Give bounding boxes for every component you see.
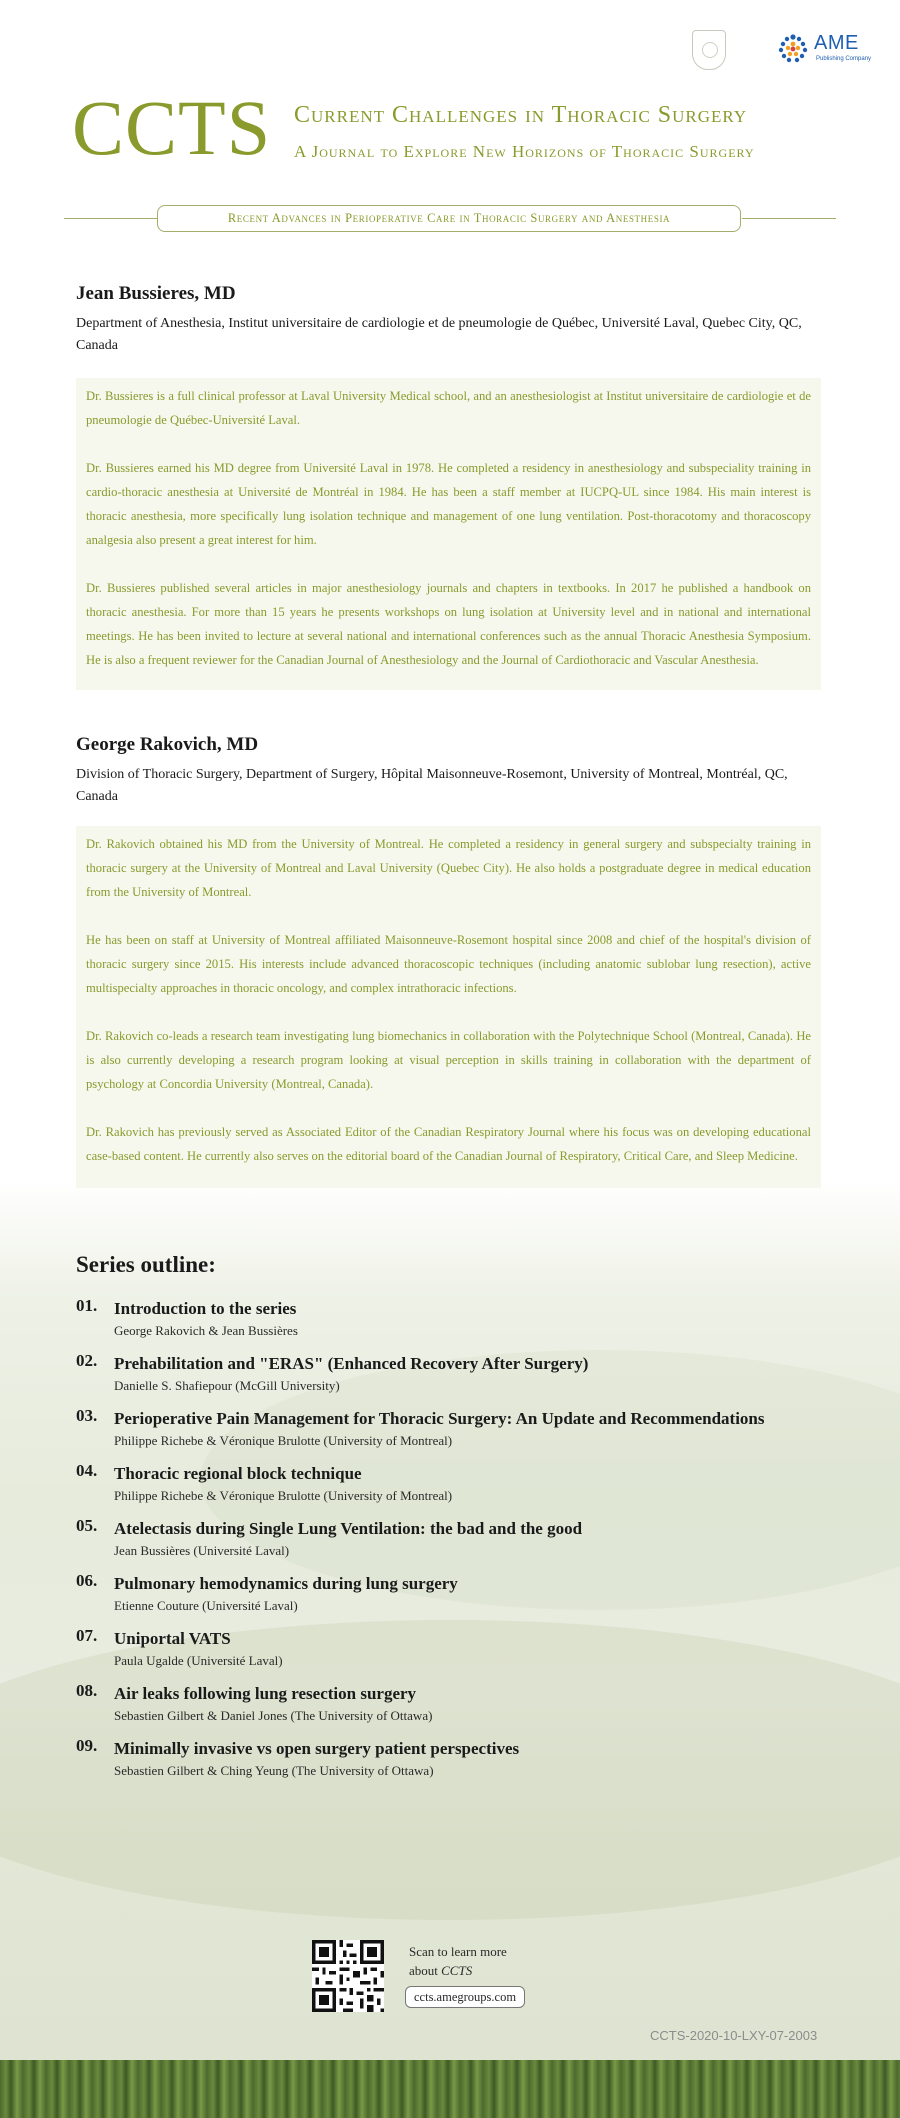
outline-title: Prehabilitation and "ERAS" (Enhanced Recovery After Surgery): [114, 1354, 589, 1373]
outline-number: 04.: [76, 1461, 98, 1480]
outline-item: [76, 1571, 776, 1616]
outline-title: Introduction to the series: [114, 1299, 297, 1318]
editor-affiliation: Division of Thoracic Surgery, Department of Surgery, Hôpital Maisonneuve-Rosemont, University of Montreal, Montréal, QC, Canada: [76, 767, 788, 804]
outline-title: Thoracic regional block technique: [114, 1464, 362, 1483]
poster-code: CCTS-2020-10-LXY-07-2003: [650, 2028, 818, 2043]
bio-paragraph: Dr. Bussieres published several articles in major anesthesiology journals and chapters in textbooks. In 2017 he published a handbook on thoracic anesthesia. For more than 15 years he presents workshops on lung isolation at University level and in national and international meetings. He has been invited to lecture at several national and international conferences such as the annual Thoracic Anesthesia Symposium. He is also a frequent reviewer for the Canadian Journal of Anesthesiology and the Journal of Cardiothoracic and Vascular Anesthesia.: [86, 581, 811, 667]
banner-rule-right: [742, 218, 836, 219]
editor-bio-rakovich: [76, 734, 821, 808]
outline-item: [76, 1626, 776, 1671]
ame-logo-subtext: Publishing Company: [816, 56, 872, 62]
scan-prompt: [409, 1942, 507, 1980]
outline-item: [76, 1516, 776, 1561]
outline-authors: Philippe Richebe & Véronique Brulotte (University of Montreal): [114, 1433, 453, 1448]
ame-dots-icon: [776, 32, 810, 66]
outline-number: 05.: [76, 1516, 98, 1535]
series-outline-list: [76, 1296, 776, 1791]
outline-number: 07.: [76, 1626, 98, 1645]
ame-logo: [776, 30, 872, 66]
outline-title: Minimally invasive vs open surgery patient perspectives: [114, 1739, 520, 1758]
university-crest-icon: [692, 30, 726, 70]
outline-number: 08.: [76, 1681, 98, 1700]
outline-authors: Etienne Couture (Université Laval): [114, 1598, 298, 1613]
outline-title: Perioperative Pain Management for Thoracic Surgery: An Update and Recommendations: [114, 1409, 765, 1428]
outline-number: 02.: [76, 1351, 98, 1370]
outline-authors: Danielle S. Shafiepour (McGill University): [114, 1378, 340, 1393]
bio-paragraph: Dr. Rakovich has previously served as Associated Editor of the Canadian Respiratory Journal where his focus was on developing educational case-based content. He currently also serves on the editorial board of the Canadian Journal of Respiratory, Critical Care, and Sleep Medicine.: [86, 1125, 811, 1163]
bio-paragraph: Dr. Rakovich co-leads a research team investigating lung biomechanics in collaboration with the Polytechnique School (Montreal, Canada). He is also currently developing a research program looking at visual perception in skills training in collaboration with the department of psychology at Concordia University (Montreal, Canada).: [86, 1029, 811, 1091]
outline-title: Atelectasis during Single Lung Ventilation: the bad and the good: [114, 1519, 583, 1538]
journal-subtitle: A Journal to Explore New Horizons of Thoracic Surgery: [294, 142, 755, 161]
outline-item: [76, 1736, 776, 1781]
outline-number: 09.: [76, 1736, 98, 1755]
outline-item: [76, 1406, 776, 1451]
outline-number: 06.: [76, 1571, 98, 1590]
outline-authors: Philippe Richebe & Véronique Brulotte (University of Montreal): [114, 1488, 453, 1503]
editor-affiliation: Department of Anesthesia, Institut universitaire de cardiologie et de pneumologie de Québec, Université Laval, Quebec City, QC, Canada: [76, 316, 802, 353]
scan-line-2-prefix: about: [409, 1963, 442, 1978]
series-title-banner: Recent Advances in Perioperative Care in Thoracic Surgery and Anesthesia: [157, 205, 741, 232]
series-outline-heading: Series outline:: [76, 1252, 216, 1277]
scan-line-1: Scan to learn more: [409, 1944, 507, 1959]
outline-authors: George Rakovich & Jean Bussières: [114, 1323, 298, 1338]
outline-number: 03.: [76, 1406, 98, 1425]
journal-abbreviation: CCTS: [72, 84, 272, 171]
ame-logo-text: AME: [814, 32, 859, 54]
editor-bio-bussieres: [76, 283, 821, 357]
outline-authors: Jean Bussières (Université Laval): [114, 1543, 290, 1558]
outline-item: [76, 1351, 776, 1396]
outline-item: [76, 1296, 776, 1341]
outline-authors: Sebastien Gilbert & Daniel Jones (The University of Ottawa): [114, 1708, 433, 1723]
editor-name: George Rakovich, MD: [76, 734, 259, 755]
scan-journal-name: CCTS: [441, 1963, 473, 1978]
outline-authors: Paula Ugalde (Université Laval): [114, 1653, 283, 1668]
website-link[interactable]: ccts.amegroups.com: [405, 1986, 525, 2008]
outline-title: Air leaks following lung resection surgery: [114, 1684, 417, 1703]
qr-code-icon[interactable]: [312, 1940, 384, 2012]
outline-authors: Sebastien Gilbert & Ching Yeung (The University of Ottawa): [114, 1763, 434, 1778]
journal-title: Current Challenges in Thoracic Surgery: [294, 102, 748, 128]
bio-paragraph: Dr. Bussieres is a full clinical professor at Laval University Medical school, and an anesthesiologist at Institut universitaire de cardiologie et de pneumologie de Québec-Université Laval.: [86, 389, 811, 427]
outline-title: Pulmonary hemodynamics during lung surgery: [114, 1574, 458, 1593]
banner-rule-left: [64, 218, 158, 219]
scan-line-2: [409, 1961, 507, 1980]
editor-bio-text-box: [76, 378, 821, 690]
editor-name: Jean Bussieres, MD: [76, 283, 236, 304]
outline-title: Uniportal VATS: [114, 1629, 231, 1648]
bio-paragraph: He has been on staff at University of Montreal affiliated Maisonneuve-Rosemont hospital since 2008 and chief of the hospital's division of thoracic surgery since 2015. His interests include advanced thoracoscopic techniques (including anatomic sublobar lung resection), active multispecialty approaches in thoracic oncology, and complex intrathoracic infections.: [86, 933, 811, 995]
editor-bio-text-box: [76, 826, 821, 1188]
outline-item: [76, 1461, 776, 1506]
bio-paragraph: Dr. Bussieres earned his MD degree from Université Laval in 1978. He completed a residency in anesthesiology and subspeciality training in cardio-thoracic anesthesia at Université de Montréal in 1984. He has been a staff member at IUCPQ-UL since 1984. His main interest is thoracic anesthesia, more specifically lung isolation technique and management of one lung ventilation. Post-thoracotomy and thoracoscopy analgesia also present a great interest for him.: [86, 461, 811, 547]
outline-item: [76, 1681, 776, 1726]
outline-number: 01.: [76, 1296, 98, 1315]
bio-paragraph: Dr. Rakovich obtained his MD from the University of Montreal. He completed a residency in general surgery and subspecialty training in thoracic surgery at the University of Montreal and Laval University (Quebec City). He also holds a postgraduate degree in medical education from the University of Montreal.: [86, 837, 811, 899]
